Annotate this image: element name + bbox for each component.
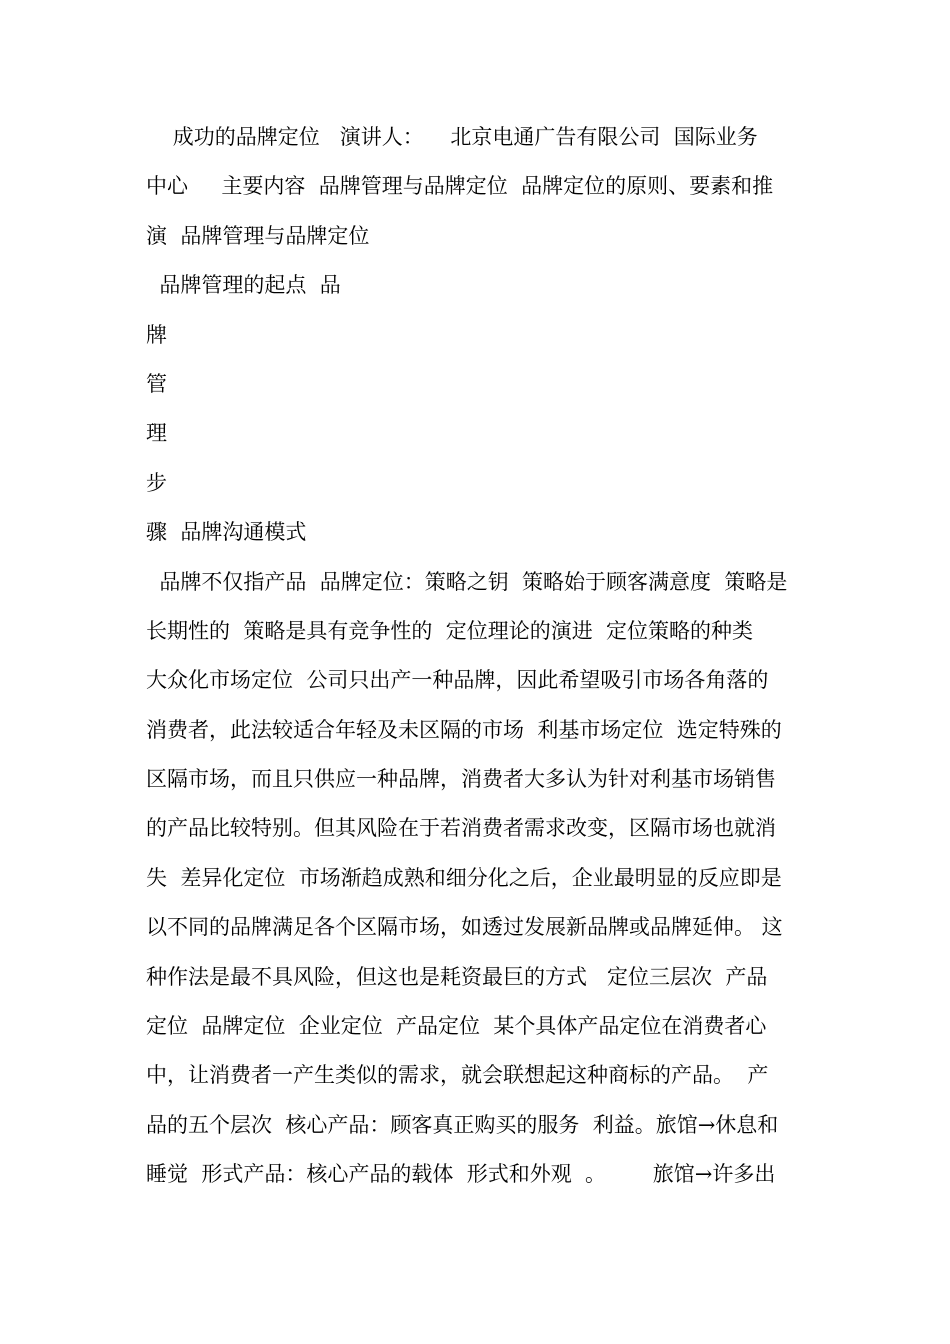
text-line: 以不同的品牌满足各个区隔市场，如透过发展新品牌或品牌延伸。 这 bbox=[146, 915, 783, 940]
text-line: 品牌管理的起点 品 bbox=[146, 273, 341, 298]
text-line: 消费者，此法较适合年轻及未区隔的市场 利基市场定位 选定特殊的 bbox=[146, 717, 782, 742]
text-line: 定位 品牌定位 企业定位 产品定位 某个具体产品定位在消费者心 bbox=[146, 1014, 767, 1039]
text-line: 骤 品牌沟通模式 bbox=[146, 520, 307, 545]
text-line: 演 品牌管理与品牌定位 bbox=[146, 223, 370, 248]
text-line: 的产品比较特别。但其风险在于若消费者需求改变，区隔市场也就消 bbox=[146, 816, 776, 841]
text-line: 睡觉 形式产品：核心产品的载体 形式和外观 。 旅馆→许多出 bbox=[146, 1162, 776, 1187]
text-line: 管 bbox=[146, 371, 167, 396]
body-text bbox=[146, 117, 810, 1204]
text-line: 失 差异化定位 市场渐趋成熟和细分化之后，企业最明显的反应即是 bbox=[146, 865, 782, 890]
text-line: 长期性的 策略是具有竞争性的 定位理论的演进 定位策略的种类 bbox=[146, 618, 754, 643]
text-line: 步 bbox=[146, 470, 167, 495]
text-line: 品的五个层次 核心产品：顾客真正购买的服务 利益。旅馆→休息和 bbox=[146, 1112, 779, 1137]
text-line: 牌 bbox=[146, 322, 167, 347]
text-line: 中，让消费者一产生类似的需求，就会联想起这种商标的产品。 产 bbox=[146, 1063, 769, 1088]
text-line: 大众化市场定位 公司只出产一种品牌，因此希望吸引市场各角落的 bbox=[146, 668, 769, 693]
text-line: 品牌不仅指产品 品牌定位：策略之钥 策略始于顾客满意度 策略是 bbox=[146, 569, 788, 594]
text-line: 中心 主要内容 品牌管理与品牌定位 品牌定位的原则、要素和推 bbox=[146, 174, 774, 199]
text-line: 种作法是最不具风险，但这也是耗资最巨的方式 定位三层次 产品 bbox=[146, 964, 768, 989]
text-line: 理 bbox=[146, 421, 167, 446]
text-line: 区隔市场，而且只供应一种品牌，消费者大多认为针对利基市场销售 bbox=[146, 767, 776, 792]
text-line: 成功的品牌定位 演讲人： 北京电通广告有限公司 国际业务 bbox=[146, 125, 758, 149]
